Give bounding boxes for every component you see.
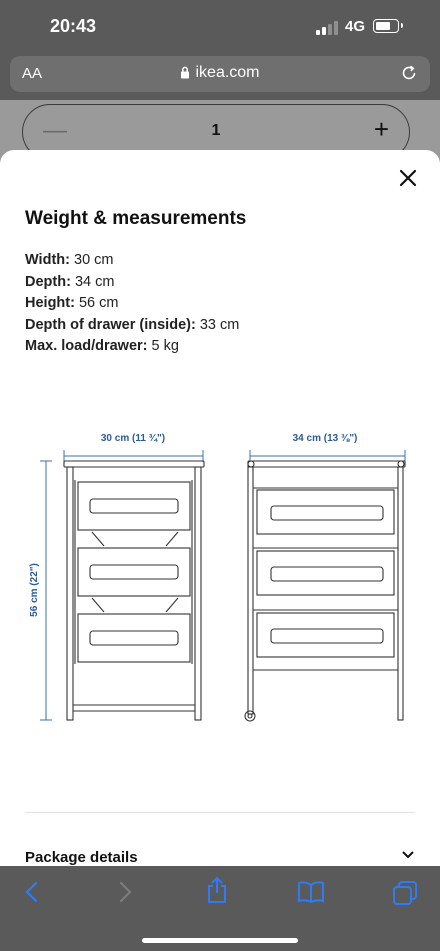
share-icon[interactable]	[205, 876, 229, 904]
package-details-label: Package details	[25, 849, 138, 866]
text-size-label: AA	[22, 65, 43, 82]
measurement-row	[25, 272, 239, 294]
measurements-sheet	[0, 150, 440, 866]
status-time: 20:43	[50, 16, 97, 36]
front-view-drawing	[64, 461, 204, 720]
height-dimension-label: 56 cm (22")	[29, 563, 40, 617]
url-display[interactable]	[10, 64, 430, 82]
back-icon[interactable]	[22, 880, 42, 904]
bookmarks-icon[interactable]	[297, 880, 325, 904]
measurement-row	[25, 315, 239, 337]
chevron-down-icon[interactable]	[401, 850, 415, 860]
measurement-value: 56 cm	[78, 295, 119, 311]
lock-icon	[180, 66, 190, 79]
reload-icon[interactable]	[400, 64, 418, 82]
side-view-drawing	[245, 461, 405, 721]
network-type: 4G	[345, 18, 366, 35]
close-icon[interactable]	[396, 166, 420, 190]
measurement-row	[25, 293, 239, 315]
measurement-label: Max. load/drawer:	[25, 338, 148, 354]
signal-icon	[316, 21, 338, 35]
increase-quantity-button[interactable]: +	[373, 114, 389, 144]
forward-icon[interactable]	[115, 880, 135, 904]
sheet-title: Weight & measurements	[25, 208, 247, 229]
measurement-value: 33 cm	[199, 316, 240, 333]
depth-dimension-label: 34 cm (13 ⅜")	[292, 433, 358, 444]
measurement-value: 34 cm	[74, 273, 115, 290]
quantity-value: 1	[211, 122, 221, 139]
battery-icon	[373, 19, 399, 33]
measurement-label: Depth of drawer (inside):	[25, 316, 196, 333]
measurement-value: 30 cm	[74, 252, 114, 268]
measurement-label: Depth:	[25, 273, 71, 290]
package-details-row[interactable]	[25, 840, 415, 866]
url-text: ikea.com	[195, 64, 260, 81]
width-dimension-label: 30 cm (11 ¾")	[100, 433, 166, 444]
tabs-icon[interactable]	[392, 880, 418, 906]
dimension-diagram	[20, 420, 420, 735]
measurement-list	[25, 250, 239, 358]
measurement-label: Height:	[25, 295, 75, 311]
measurement-row	[25, 250, 239, 272]
address-bar[interactable]	[10, 56, 430, 92]
address-bar-area	[0, 54, 440, 100]
status-bar	[0, 0, 440, 54]
home-indicator	[142, 938, 298, 943]
measurement-value: 5 kg	[151, 338, 179, 354]
measurement-row	[25, 336, 239, 358]
section-divider	[25, 812, 415, 813]
decrease-quantity-button[interactable]: —	[43, 117, 67, 144]
measurement-label: Width:	[25, 252, 70, 268]
